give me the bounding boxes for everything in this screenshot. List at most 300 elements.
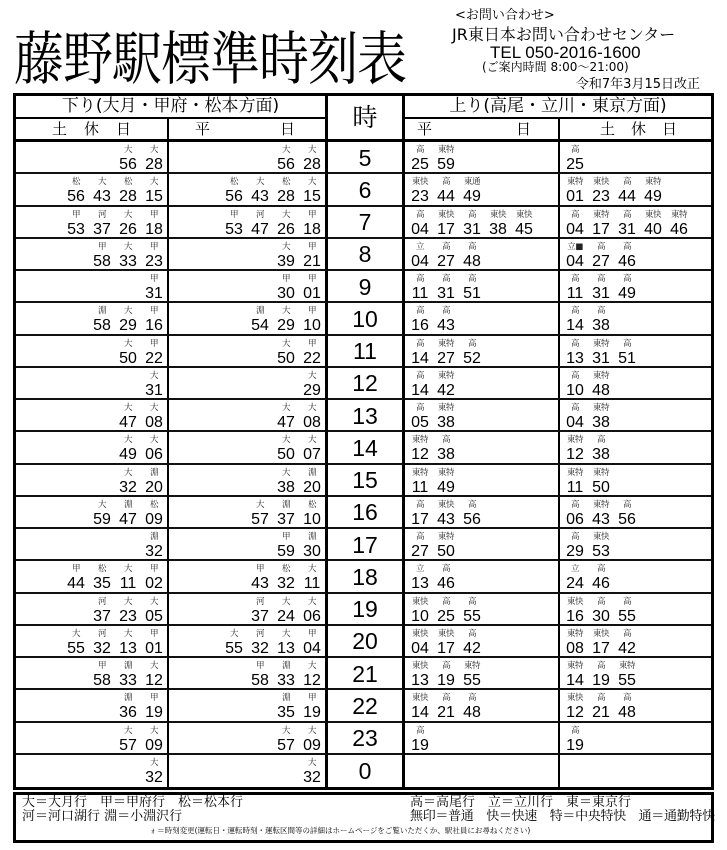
- train-type-mark: 大: [149, 757, 158, 768]
- departure: [407, 594, 433, 624]
- departure: [299, 529, 325, 559]
- train-type-mark: 淵: [307, 467, 316, 478]
- departure: [562, 142, 588, 172]
- departure: [407, 432, 433, 462]
- departure-minute: 50: [437, 543, 455, 560]
- train-type-mark: 東特: [411, 435, 428, 446]
- train-type-mark: 高: [570, 209, 579, 220]
- train-type-mark: 高: [415, 338, 424, 349]
- train-type-mark: 東快: [566, 693, 583, 704]
- times-down-weekday: [169, 303, 328, 335]
- train-type-mark: 大: [123, 209, 132, 220]
- train-type-mark: 高: [415, 532, 424, 542]
- times-up-weekday: [405, 368, 560, 400]
- departure-minute: 43: [251, 575, 269, 593]
- departure: [407, 336, 433, 366]
- train-type-mark: 東特: [437, 532, 454, 542]
- departure: [299, 336, 325, 366]
- departure-minute: 27: [437, 349, 455, 367]
- departure: [511, 207, 537, 237]
- times-up-weekday: [405, 336, 560, 368]
- train-type-mark: 甲: [255, 564, 264, 575]
- train-type-mark: 高: [622, 177, 631, 188]
- train-type-mark: 東特: [644, 177, 661, 188]
- departure-minute: 04: [411, 639, 429, 657]
- train-type-mark: 高: [622, 628, 631, 639]
- departure-minute: 21: [592, 704, 610, 722]
- train-type-mark: 高: [596, 306, 605, 317]
- departure: [141, 755, 167, 787]
- departure: [562, 239, 588, 269]
- departure: [433, 529, 459, 559]
- departure: [141, 400, 167, 430]
- subheader-char: 休: [83, 119, 99, 138]
- times-up-holiday: [560, 303, 711, 335]
- departure-minute: 13: [411, 672, 429, 689]
- departure-minute: 37: [93, 220, 111, 238]
- departure-minute: 11: [566, 478, 584, 496]
- departure: [115, 174, 141, 204]
- times-up-holiday: [560, 400, 711, 432]
- departure: [273, 594, 299, 624]
- departure-minute: 43: [437, 317, 455, 335]
- departure-minute: 31: [618, 220, 636, 238]
- departure-minute: 17: [437, 220, 455, 238]
- departure-minute: 13: [119, 639, 137, 657]
- train-type-mark: 高: [441, 274, 450, 284]
- departure: [299, 271, 325, 301]
- departure: [433, 239, 459, 269]
- departure: [433, 174, 459, 204]
- departure: [115, 142, 141, 172]
- train-type-mark: 大: [255, 177, 264, 188]
- times-down-holiday: [16, 142, 169, 174]
- departure: [63, 207, 89, 237]
- departure: [614, 497, 640, 527]
- departure-minute: 27: [592, 252, 610, 270]
- departure-minute: 48: [463, 704, 481, 722]
- departure: [433, 690, 459, 720]
- departure-minute: 46: [670, 220, 688, 238]
- train-type-mark: 東快: [411, 177, 428, 188]
- times-down-holiday: [16, 303, 169, 335]
- departure-minute: 42: [618, 639, 636, 657]
- departure: [433, 142, 459, 172]
- departure-minute: 16: [566, 607, 584, 625]
- departure: [459, 690, 485, 720]
- departure: [614, 626, 640, 656]
- departure: [588, 626, 614, 656]
- train-type-mark: 大: [149, 370, 158, 381]
- departure-minute: 37: [93, 607, 111, 625]
- train-type-mark: 東快: [411, 661, 428, 671]
- departure: [115, 497, 141, 527]
- train-type-mark: 松: [97, 564, 106, 575]
- departure: [433, 368, 459, 398]
- subheader-char: 日: [279, 119, 295, 138]
- hour-cell: 22: [328, 690, 405, 722]
- departure-minute: 58: [93, 672, 111, 689]
- times-up-holiday: [560, 465, 711, 497]
- departure: [588, 561, 614, 591]
- train-type-mark: 東特: [592, 467, 609, 478]
- times-down-weekday: [169, 594, 328, 626]
- train-type-mark: 東特: [437, 467, 454, 478]
- departure: [666, 207, 692, 237]
- times-down-holiday: [16, 207, 169, 239]
- departure-minute: 25: [566, 156, 584, 173]
- times-down-holiday: [16, 271, 169, 303]
- departure: [407, 271, 433, 301]
- departure: [115, 561, 141, 591]
- departure-minute: 20: [303, 478, 321, 496]
- times-up-weekday: [405, 207, 560, 239]
- times-up-weekday: [405, 723, 560, 755]
- train-type-mark: 河: [255, 596, 264, 607]
- train-type-mark: 大: [281, 628, 290, 639]
- train-type-mark: 高: [570, 306, 579, 317]
- departure: [614, 336, 640, 366]
- train-type-mark: 甲: [71, 564, 80, 575]
- departure-minute: 50: [277, 446, 295, 464]
- train-type-mark: 大: [307, 661, 316, 671]
- train-type-mark: 東快: [437, 499, 454, 510]
- train-type-mark: 高: [467, 274, 476, 284]
- train-type-mark: 大: [281, 338, 290, 349]
- times-down-weekday: [169, 626, 328, 658]
- times-down-weekday: [169, 432, 328, 464]
- departure: [459, 271, 485, 301]
- departure-minute: 05: [411, 414, 429, 431]
- departure-minute: 42: [463, 639, 481, 657]
- departure-minute: 47: [277, 414, 295, 431]
- departure: [141, 207, 167, 237]
- departure: [407, 465, 433, 495]
- departure: [588, 690, 614, 720]
- hour-cell: 14: [328, 432, 405, 464]
- train-type-mark: 松: [307, 499, 316, 510]
- times-down-holiday: [16, 755, 169, 787]
- train-type-mark: 大: [281, 725, 290, 736]
- departure: [141, 142, 167, 172]
- departure: [299, 368, 325, 398]
- train-type-mark: 高: [467, 628, 476, 639]
- train-type-mark: 甲: [97, 661, 106, 671]
- times-down-weekday: [169, 271, 328, 303]
- departure: [273, 400, 299, 430]
- departure-minute: 32: [277, 575, 295, 593]
- departure-minute: 21: [437, 704, 455, 722]
- departure: [141, 723, 167, 753]
- train-type-mark: 甲: [307, 241, 316, 252]
- departure-minute: 23: [411, 188, 429, 206]
- times-up-weekday: [405, 755, 560, 787]
- hour-cell: 21: [328, 658, 405, 690]
- departure: [141, 336, 167, 366]
- subheader-down-holiday: [16, 119, 169, 142]
- train-type-mark: 東特: [437, 145, 454, 155]
- train-type-mark: 大: [97, 177, 106, 188]
- departure: [63, 626, 89, 656]
- train-type-mark: 大: [123, 564, 132, 575]
- departure: [89, 303, 115, 333]
- departure: [273, 465, 299, 495]
- departure-minute: 01: [145, 639, 163, 657]
- train-type-mark: 東特: [566, 628, 583, 639]
- departure-minute: 33: [119, 252, 137, 270]
- departure-minute: 56: [225, 188, 243, 206]
- departure: [141, 303, 167, 333]
- departure-minute: 26: [277, 220, 295, 238]
- train-type-mark: 東特: [670, 209, 687, 220]
- legend: [13, 792, 714, 843]
- hour-cell: 7: [328, 207, 405, 239]
- departure: [407, 723, 433, 753]
- subheader-up-weekday: [405, 119, 560, 142]
- train-type-mark: 東快: [592, 177, 609, 188]
- hour-cell: 8: [328, 239, 405, 271]
- departure-minute: 19: [592, 672, 610, 689]
- train-type-mark: 甲: [149, 338, 158, 349]
- train-type-mark: 大: [229, 628, 238, 639]
- train-type-mark: 高: [441, 435, 450, 446]
- train-type-mark: 淵: [123, 693, 132, 704]
- train-type-mark: 高: [596, 661, 605, 671]
- departure: [588, 336, 614, 366]
- departure: [407, 690, 433, 720]
- departure-minute: 51: [463, 285, 481, 302]
- departure: [562, 303, 588, 333]
- train-type-mark: 大: [281, 403, 290, 413]
- hour-cell: 12: [328, 368, 405, 400]
- train-type-mark: 高: [596, 274, 605, 284]
- train-type-mark: 高: [467, 209, 476, 220]
- departure-minute: 31: [592, 285, 610, 302]
- train-type-mark: 淵: [281, 661, 290, 671]
- departure: [89, 497, 115, 527]
- departure-minute: 57: [277, 736, 295, 754]
- train-type-mark: 東特: [463, 661, 480, 671]
- times-up-weekday: [405, 239, 560, 271]
- departure: [299, 561, 325, 591]
- departure-minute: 04: [566, 414, 584, 431]
- hour-cell: 5: [328, 142, 405, 174]
- train-type-mark: 淵: [307, 532, 316, 542]
- train-type-mark: 大: [307, 403, 316, 413]
- train-type-mark: 甲: [281, 274, 290, 284]
- departure: [89, 239, 115, 269]
- departure-minute: 32: [145, 768, 163, 786]
- header-up-direction: 上り(高尾・立川・東京方面): [405, 96, 711, 119]
- times-down-holiday: [16, 594, 169, 626]
- train-type-mark: 高: [570, 403, 579, 413]
- train-type-mark: 河: [97, 209, 106, 220]
- train-type-mark: 甲: [307, 693, 316, 704]
- departure-minute: 57: [119, 736, 137, 754]
- departure-minute: 57: [251, 510, 269, 528]
- train-type-mark: 河: [255, 628, 264, 639]
- departure: [115, 626, 141, 656]
- departure-minute: 27: [437, 252, 455, 270]
- departure: [588, 368, 614, 398]
- departure: [247, 561, 273, 591]
- departure-minute: 49: [463, 188, 481, 206]
- train-type-mark: 大: [149, 177, 158, 188]
- departure: [247, 658, 273, 688]
- departure: [115, 594, 141, 624]
- train-type-mark: 淵: [123, 661, 132, 671]
- departure-minute: 32: [93, 639, 111, 657]
- train-type-mark: 高: [570, 532, 579, 542]
- departure: [614, 207, 640, 237]
- train-type-mark: 大: [123, 338, 132, 349]
- departure: [407, 561, 433, 591]
- departure: [273, 723, 299, 753]
- departure-minute: 06: [303, 607, 321, 625]
- departure-minute: 13: [277, 639, 295, 657]
- departure: [221, 174, 247, 204]
- departure-minute: 23: [119, 607, 137, 625]
- departure: [588, 400, 614, 430]
- departure: [407, 303, 433, 333]
- train-type-mark: 高: [596, 693, 605, 704]
- train-type-mark: 甲: [149, 564, 158, 575]
- contact-hours: (ご案内時間 8:00～21:00): [482, 60, 629, 74]
- departure: [407, 368, 433, 398]
- subheader-char: 土: [52, 119, 68, 138]
- times-up-weekday: [405, 432, 560, 464]
- departure: [433, 658, 459, 688]
- departure-minute: 04: [411, 220, 429, 238]
- times-up-weekday: [405, 561, 560, 593]
- departure: [459, 626, 485, 656]
- train-type-mark: 東特: [411, 467, 428, 478]
- departure: [115, 336, 141, 366]
- train-type-mark: 大: [281, 306, 290, 317]
- departure: [407, 529, 433, 559]
- train-type-mark: 高: [441, 241, 450, 252]
- times-up-holiday: [560, 174, 711, 206]
- departure-minute: 47: [119, 414, 137, 431]
- train-type-mark: 大: [307, 435, 316, 446]
- departure-minute: 50: [277, 349, 295, 367]
- departure-minute: 14: [411, 381, 429, 399]
- hour-cell: 20: [328, 626, 405, 658]
- departure-minute: 46: [592, 575, 610, 593]
- departure: [562, 368, 588, 398]
- train-type-mark: 甲: [149, 209, 158, 220]
- departure: [141, 529, 167, 559]
- departure-minute: 48: [463, 252, 481, 270]
- train-type-mark: 大: [123, 435, 132, 446]
- departure-minute: 17: [592, 220, 610, 238]
- departure-minute: 33: [277, 672, 295, 689]
- subheader-char: 平: [417, 119, 433, 138]
- departure-minute: 23: [592, 188, 610, 206]
- departure: [433, 303, 459, 333]
- departure: [89, 626, 115, 656]
- hour-cell: 17: [328, 529, 405, 561]
- times-up-holiday: [560, 497, 711, 529]
- times-up-weekday: [405, 529, 560, 561]
- times-down-weekday: [169, 690, 328, 722]
- departure-minute: 05: [145, 607, 163, 625]
- departure-minute: 37: [277, 510, 295, 528]
- departure-minute: 49: [119, 446, 137, 464]
- departure-minute: 20: [145, 478, 163, 496]
- departure: [299, 432, 325, 462]
- departure: [407, 497, 433, 527]
- departure-minute: 31: [145, 285, 163, 302]
- departure: [273, 690, 299, 720]
- times-down-weekday: [169, 174, 328, 206]
- departure-minute: 55: [463, 672, 481, 689]
- departure-minute: 43: [592, 510, 610, 528]
- train-type-mark: 高: [441, 564, 450, 575]
- departure-minute: 55: [618, 607, 636, 625]
- train-type-mark: 東特: [592, 209, 609, 220]
- hour-cell: 0: [328, 755, 405, 787]
- departure: [63, 174, 89, 204]
- departure-minute: 56: [463, 510, 481, 528]
- departure-minute: 38: [489, 220, 507, 238]
- departure-minute: 23: [145, 252, 163, 270]
- subheader-char: 日: [115, 119, 131, 138]
- departure-minute: 14: [411, 704, 429, 722]
- train-type-mark: 高: [570, 725, 579, 736]
- train-type-mark: 大: [149, 145, 158, 155]
- departure-minute: 29: [119, 317, 137, 335]
- departure-minute: 30: [303, 543, 321, 560]
- departure: [63, 561, 89, 591]
- times-down-weekday: [169, 368, 328, 400]
- departure-minute: 49: [618, 285, 636, 302]
- departure-minute: 37: [251, 607, 269, 625]
- train-type-mark: 大: [149, 725, 158, 736]
- departure: [299, 690, 325, 720]
- departure-minute: 48: [618, 704, 636, 722]
- train-type-mark: 高: [570, 145, 579, 155]
- train-type-mark: 立: [415, 564, 424, 575]
- departure-minute: 01: [303, 285, 321, 302]
- train-type-mark: 高: [622, 241, 631, 252]
- departure-minute: 55: [67, 639, 85, 657]
- departure-minute: 58: [251, 672, 269, 689]
- departure: [433, 561, 459, 591]
- departure-minute: 56: [119, 156, 137, 173]
- train-type-mark: 東快: [411, 596, 428, 607]
- train-type-mark: 高: [467, 596, 476, 607]
- departure-minute: 22: [145, 349, 163, 367]
- departure-minute: 35: [277, 704, 295, 722]
- times-up-holiday: [560, 561, 711, 593]
- departure-minute: 29: [303, 381, 321, 399]
- departure-minute: 38: [592, 414, 610, 431]
- departure-minute: 08: [566, 639, 584, 657]
- times-down-weekday: [169, 755, 328, 787]
- departure-minute: 47: [251, 220, 269, 238]
- departure: [562, 465, 588, 495]
- times-up-holiday: [560, 142, 711, 174]
- legend-train-types: 無印＝普通 快＝快速 特＝中央特快 通＝通勤特快: [410, 809, 715, 824]
- train-type-mark: 松: [123, 177, 132, 188]
- departure-minute: 55: [463, 607, 481, 625]
- departure: [562, 432, 588, 462]
- times-down-holiday: [16, 174, 169, 206]
- departure-minute: 46: [437, 575, 455, 593]
- departure-minute: 30: [277, 285, 295, 302]
- departure: [141, 658, 167, 688]
